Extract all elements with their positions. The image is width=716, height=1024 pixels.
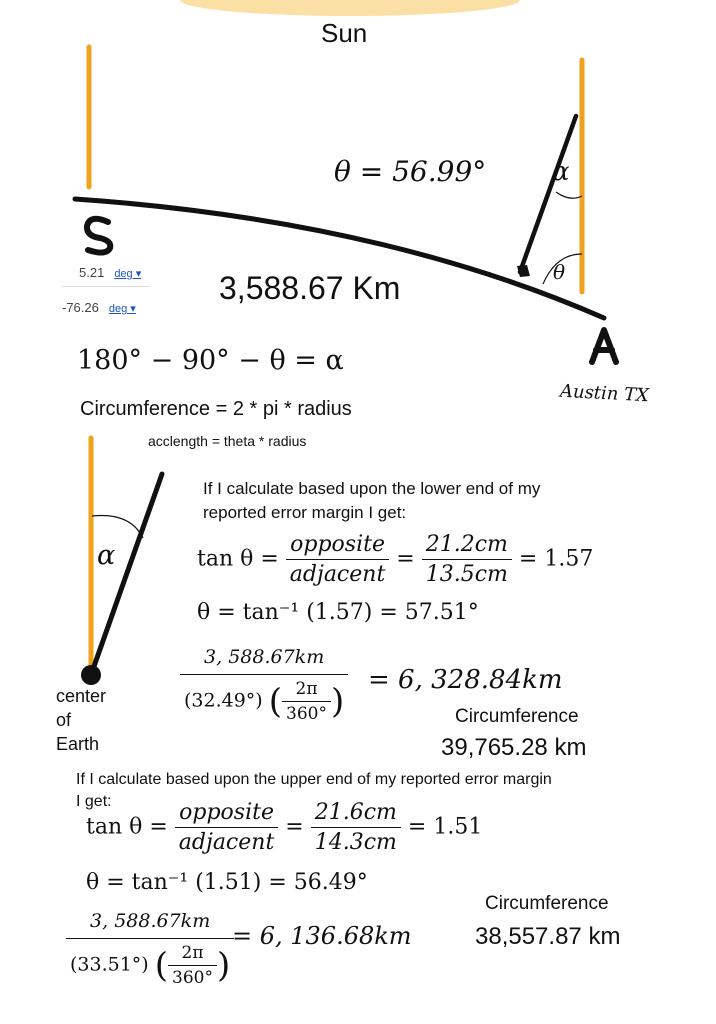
location-label: Austin TX [559, 380, 650, 407]
sun-shape [180, 0, 520, 16]
lower-theta-line: θ = tan⁻¹ (1.57) = 57.51° [197, 600, 479, 625]
coord-lat [79, 265, 141, 280]
lower-tan-lhs: tan θ = [197, 546, 279, 572]
upper-adjacent: adjacent [178, 830, 275, 855]
distance-label: 3,588.67 Km [219, 270, 401, 306]
upper-measure-num: 21.6cm [311, 800, 401, 828]
upper-measure-fraction [311, 800, 401, 855]
center-label-line1: center [56, 686, 107, 706]
lower-adjacent: adjacent [289, 562, 386, 587]
upper-tan-equation [86, 800, 482, 855]
coord-lon-unit[interactable]: deg ▾ [108, 303, 136, 315]
lower-measure-num: 21.2cm [422, 532, 512, 560]
lower-tan-equation [197, 532, 593, 587]
lower-measure-den: 13.5cm [425, 562, 508, 587]
lower-intro-line2: reported error margin I get: [203, 503, 407, 522]
upper-opposite: opposite [175, 800, 279, 828]
lower-measure-fraction [422, 532, 512, 587]
lower-radius-num: 3, 588.67km [180, 646, 348, 675]
center-radius [92, 474, 162, 672]
lower-opposite: opposite [286, 532, 390, 560]
upper-circ-label: Circumference [485, 893, 609, 914]
coord-lon-value: -76.26 [62, 300, 99, 315]
upper-tan-lhs: tan θ = [86, 814, 168, 840]
center-label-line2: of [56, 710, 72, 730]
circumference-formula: Circumference = 2 * pi * radius [80, 398, 352, 420]
lower-circ-label: Circumference [455, 706, 579, 727]
theta-equation: θ = 56.99° [334, 155, 487, 188]
upper-two-pi: 2π [168, 943, 217, 966]
lower-circ-value: 39,765.28 km [441, 734, 587, 761]
lower-intro [203, 477, 540, 525]
upper-radius-result: = 6, 136.68km [232, 922, 412, 950]
lower-equals: = [396, 546, 415, 572]
lower-radius-fraction [180, 646, 348, 724]
coord-divider [62, 286, 150, 287]
upper-equals: = [285, 814, 304, 840]
alpha-symbol-center: α [97, 540, 116, 571]
lower-two-pi: 2π [282, 679, 331, 702]
upper-theta-line: θ = tan⁻¹ (1.51) = 56.49° [86, 870, 368, 895]
lower-opp-adj-fraction [286, 532, 390, 587]
alpha-arc-top [556, 192, 582, 198]
upper-radius-num: 3, 588.67km [66, 910, 234, 939]
right-angle-marker [517, 265, 530, 277]
center-of-earth-label [56, 684, 106, 756]
lower-radius-result: = 6, 328.84km [368, 665, 563, 695]
lower-radius-equation [180, 646, 348, 724]
center-alpha-arc [92, 515, 143, 538]
upper-radius-angle: (33.51°) [70, 953, 149, 976]
s-letter-shape [87, 219, 110, 253]
upper-intro-line1: If I calculate based upon the upper end of my reported error margin [76, 771, 552, 788]
angle-equation: 180° − 90° − θ = α [77, 345, 344, 376]
upper-radius-den: (33.51°) ( $\frac{2\pi}{360^\circ}$ ) [70, 943, 231, 988]
alpha-symbol-top: α [552, 157, 570, 187]
coord-lat-unit[interactable]: deg ▾ [114, 268, 142, 280]
coord-lon [62, 300, 136, 315]
a-letter-shape [592, 330, 616, 362]
lower-360: 360° [286, 704, 327, 724]
lower-two-pi-fraction [282, 679, 331, 724]
lower-radius-angle: (32.49°) [184, 689, 263, 712]
gnomon-stick [520, 116, 576, 272]
lower-tan-result: = 1.57 [518, 546, 594, 572]
theta-symbol-top: θ [553, 260, 566, 284]
upper-360: 360° [172, 968, 213, 988]
upper-two-pi-fraction [168, 943, 217, 988]
upper-radius-fraction [66, 910, 234, 988]
center-of-earth-dot [81, 665, 101, 685]
upper-tan-result: = 1.51 [407, 814, 483, 840]
upper-measure-den: 14.3cm [314, 830, 397, 855]
upper-circ-value: 38,557.87 km [475, 923, 621, 950]
sun-label: Sun [321, 18, 368, 48]
upper-opp-adj-fraction [175, 800, 279, 855]
center-label-line3: Earth [56, 734, 100, 754]
lower-intro-line1: If I calculate based upon the lower end of my [203, 479, 541, 498]
arclength-formula: acclength = theta * radius [148, 433, 307, 449]
coord-lat-value: 5.21 [79, 265, 105, 280]
upper-radius-equation [66, 910, 234, 988]
upper-intro-line2: I get: [76, 793, 112, 810]
lower-radius-den: (32.49°) ( $\frac{2\pi}{360^\circ}$ ) [184, 679, 345, 724]
